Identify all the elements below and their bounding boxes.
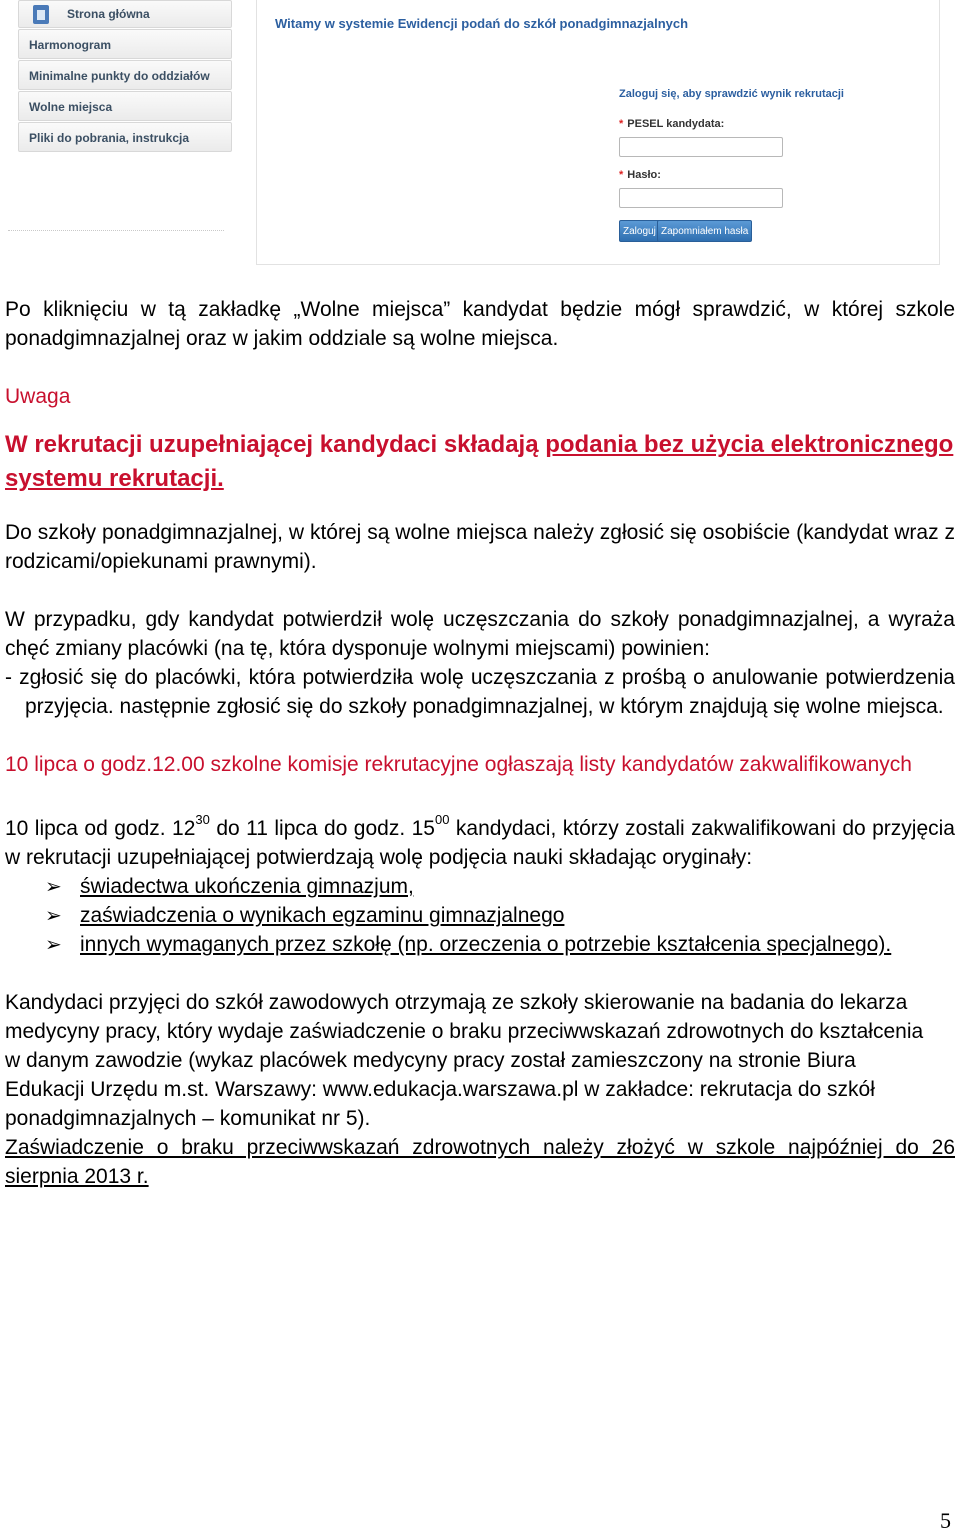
sidebar-item-home[interactable] bbox=[18, 0, 232, 28]
notice-bold-text: W rekrutacji uzupełniającej kandydaci składają bbox=[5, 431, 546, 458]
document-body bbox=[5, 295, 955, 1191]
confirm-text-a: 10 lipca od godz. 12 bbox=[5, 817, 196, 840]
list-item-text: zaświadczenia o wynikach egzaminu gimnazjalnego bbox=[80, 904, 565, 927]
list-item bbox=[5, 930, 955, 959]
page-title: Witamy w systemie Ewidencji podań do szkół ponadgimnazjalnych bbox=[275, 16, 689, 31]
embedded-screenshot bbox=[0, 0, 960, 268]
arrow-bullet-icon: ➢ bbox=[45, 934, 62, 956]
pesel-label bbox=[619, 118, 724, 130]
arrow-bullet-icon: ➢ bbox=[45, 876, 62, 898]
notice-bold bbox=[5, 428, 955, 496]
notice-bold-underlined: podania bez użycia elektronicznego systemu rekrutacji. bbox=[5, 431, 954, 492]
notice-heading: Uwaga bbox=[5, 385, 71, 408]
sidebar-item-schedule[interactable]: Harmonogram bbox=[18, 29, 232, 59]
paragraph-confirm bbox=[5, 808, 955, 872]
required-mark: * bbox=[619, 169, 624, 181]
home-icon bbox=[33, 5, 49, 24]
sidebar-item-min-points[interactable]: Minimalne punkty do oddziałów bbox=[18, 60, 232, 90]
confirm-sup-2: 00 bbox=[434, 812, 450, 827]
required-mark: * bbox=[619, 118, 624, 130]
password-label bbox=[619, 169, 661, 181]
paragraph-deadline: Zaświadczenie o braku przeciwwskazań zdrowotnych należy złożyć w szkole najpóźniej do 26 sierpnia 2013 r. bbox=[5, 1136, 955, 1188]
confirm-sup-1: 30 bbox=[195, 812, 210, 827]
confirm-text-c: kandydaci, którzy zostali zakwalifikowani do przyjęcia w rekrutacji uzupełniającej potwierdzają wolę podjęcia nauki składając oryginały: bbox=[5, 817, 955, 869]
sidebar bbox=[18, 0, 232, 153]
password-label-text: Hasło: bbox=[627, 169, 661, 181]
confirm-text-b: do 11 lipca do godz. 15 bbox=[209, 817, 435, 840]
main-panel bbox=[256, 0, 940, 265]
paragraph-lists-date: 10 lipca o godz.12.00 szkolne komisje rekrutacyjne ogłaszają listy kandydatów zakwalifikowanych bbox=[5, 753, 912, 776]
list-item bbox=[5, 901, 955, 930]
page-number: 5 bbox=[940, 1508, 951, 1533]
paragraph-change-steps: - zgłosić się do placówki, która potwierdziła wolę uczęszczania z prośbą o anulowanie potwierdzenia przyjęcia. następnie zgłosić się do szkoły ponadgimnazjalnej, w którym znajdują się wolne miejsca. bbox=[5, 666, 955, 718]
paragraph-change-school: W przypadku, gdy kandydat potwierdził wolę uczęszczania do szkoły ponadgimnazjalnej, a wyraża chęć zmiany placówki (na tę, która dysponuje wolnymi miejscami) powinien: bbox=[5, 608, 955, 660]
sidebar-item-label: Strona główna bbox=[67, 7, 150, 21]
arrow-bullet-icon: ➢ bbox=[45, 905, 62, 927]
paragraph-free-places: Do szkoły ponadgimnazjalnej, w której są wolne miejsca należy zgłosić się osobiście (kandydat wraz z rodzicami/opiekunami prawnymi). bbox=[5, 521, 955, 573]
password-input[interactable] bbox=[619, 188, 783, 208]
list-item-text: świadectwa ukończenia gimnazjum, bbox=[80, 875, 414, 898]
login-button[interactable]: Zaloguj bbox=[619, 220, 660, 242]
forgot-password-button[interactable]: Zapomniałem hasła bbox=[657, 220, 752, 242]
list-item bbox=[5, 872, 955, 901]
pesel-label-text: PESEL kandydata: bbox=[627, 118, 725, 130]
login-heading: Zaloguj się, aby sprawdzić wynik rekrutacji bbox=[619, 88, 844, 100]
list-item-text: innych wymaganych przez szkołę (np. orzeczenia o potrzebie kształcenia specjalnego). bbox=[80, 933, 892, 956]
sidebar-item-downloads[interactable]: Pliki do pobrania, instrukcja bbox=[18, 122, 232, 152]
sidebar-item-free-places[interactable]: Wolne miejsca bbox=[18, 91, 232, 121]
divider bbox=[8, 230, 224, 231]
pesel-input[interactable] bbox=[619, 137, 783, 157]
paragraph-medical: Kandydaci przyjęci do szkół zawodowych otrzymają ze szkoły skierowanie na badania do lekarza medycyny pracy, który wydaje zaświadczenie o braku przeciwwskazań zdrowotnych do kształcenia w danym zawodzie (wykaz placówek medycyny pracy został zamieszczony na stronie Biura Edukacji Urzędu m.st. Warszawy: www.edukacja.warszawa.pl w zakładce: rekrutacja do szkół ponadgimnazjalnych – komunikat nr 5). bbox=[5, 991, 924, 1130]
paragraph-intro: Po kliknięciu w tą zakładkę „Wolne miejsca” kandydat będzie mógł sprawdzić, w której szkole ponadgimnazjalnej oraz w jakim oddziale są wolne miejsca. bbox=[5, 298, 955, 350]
